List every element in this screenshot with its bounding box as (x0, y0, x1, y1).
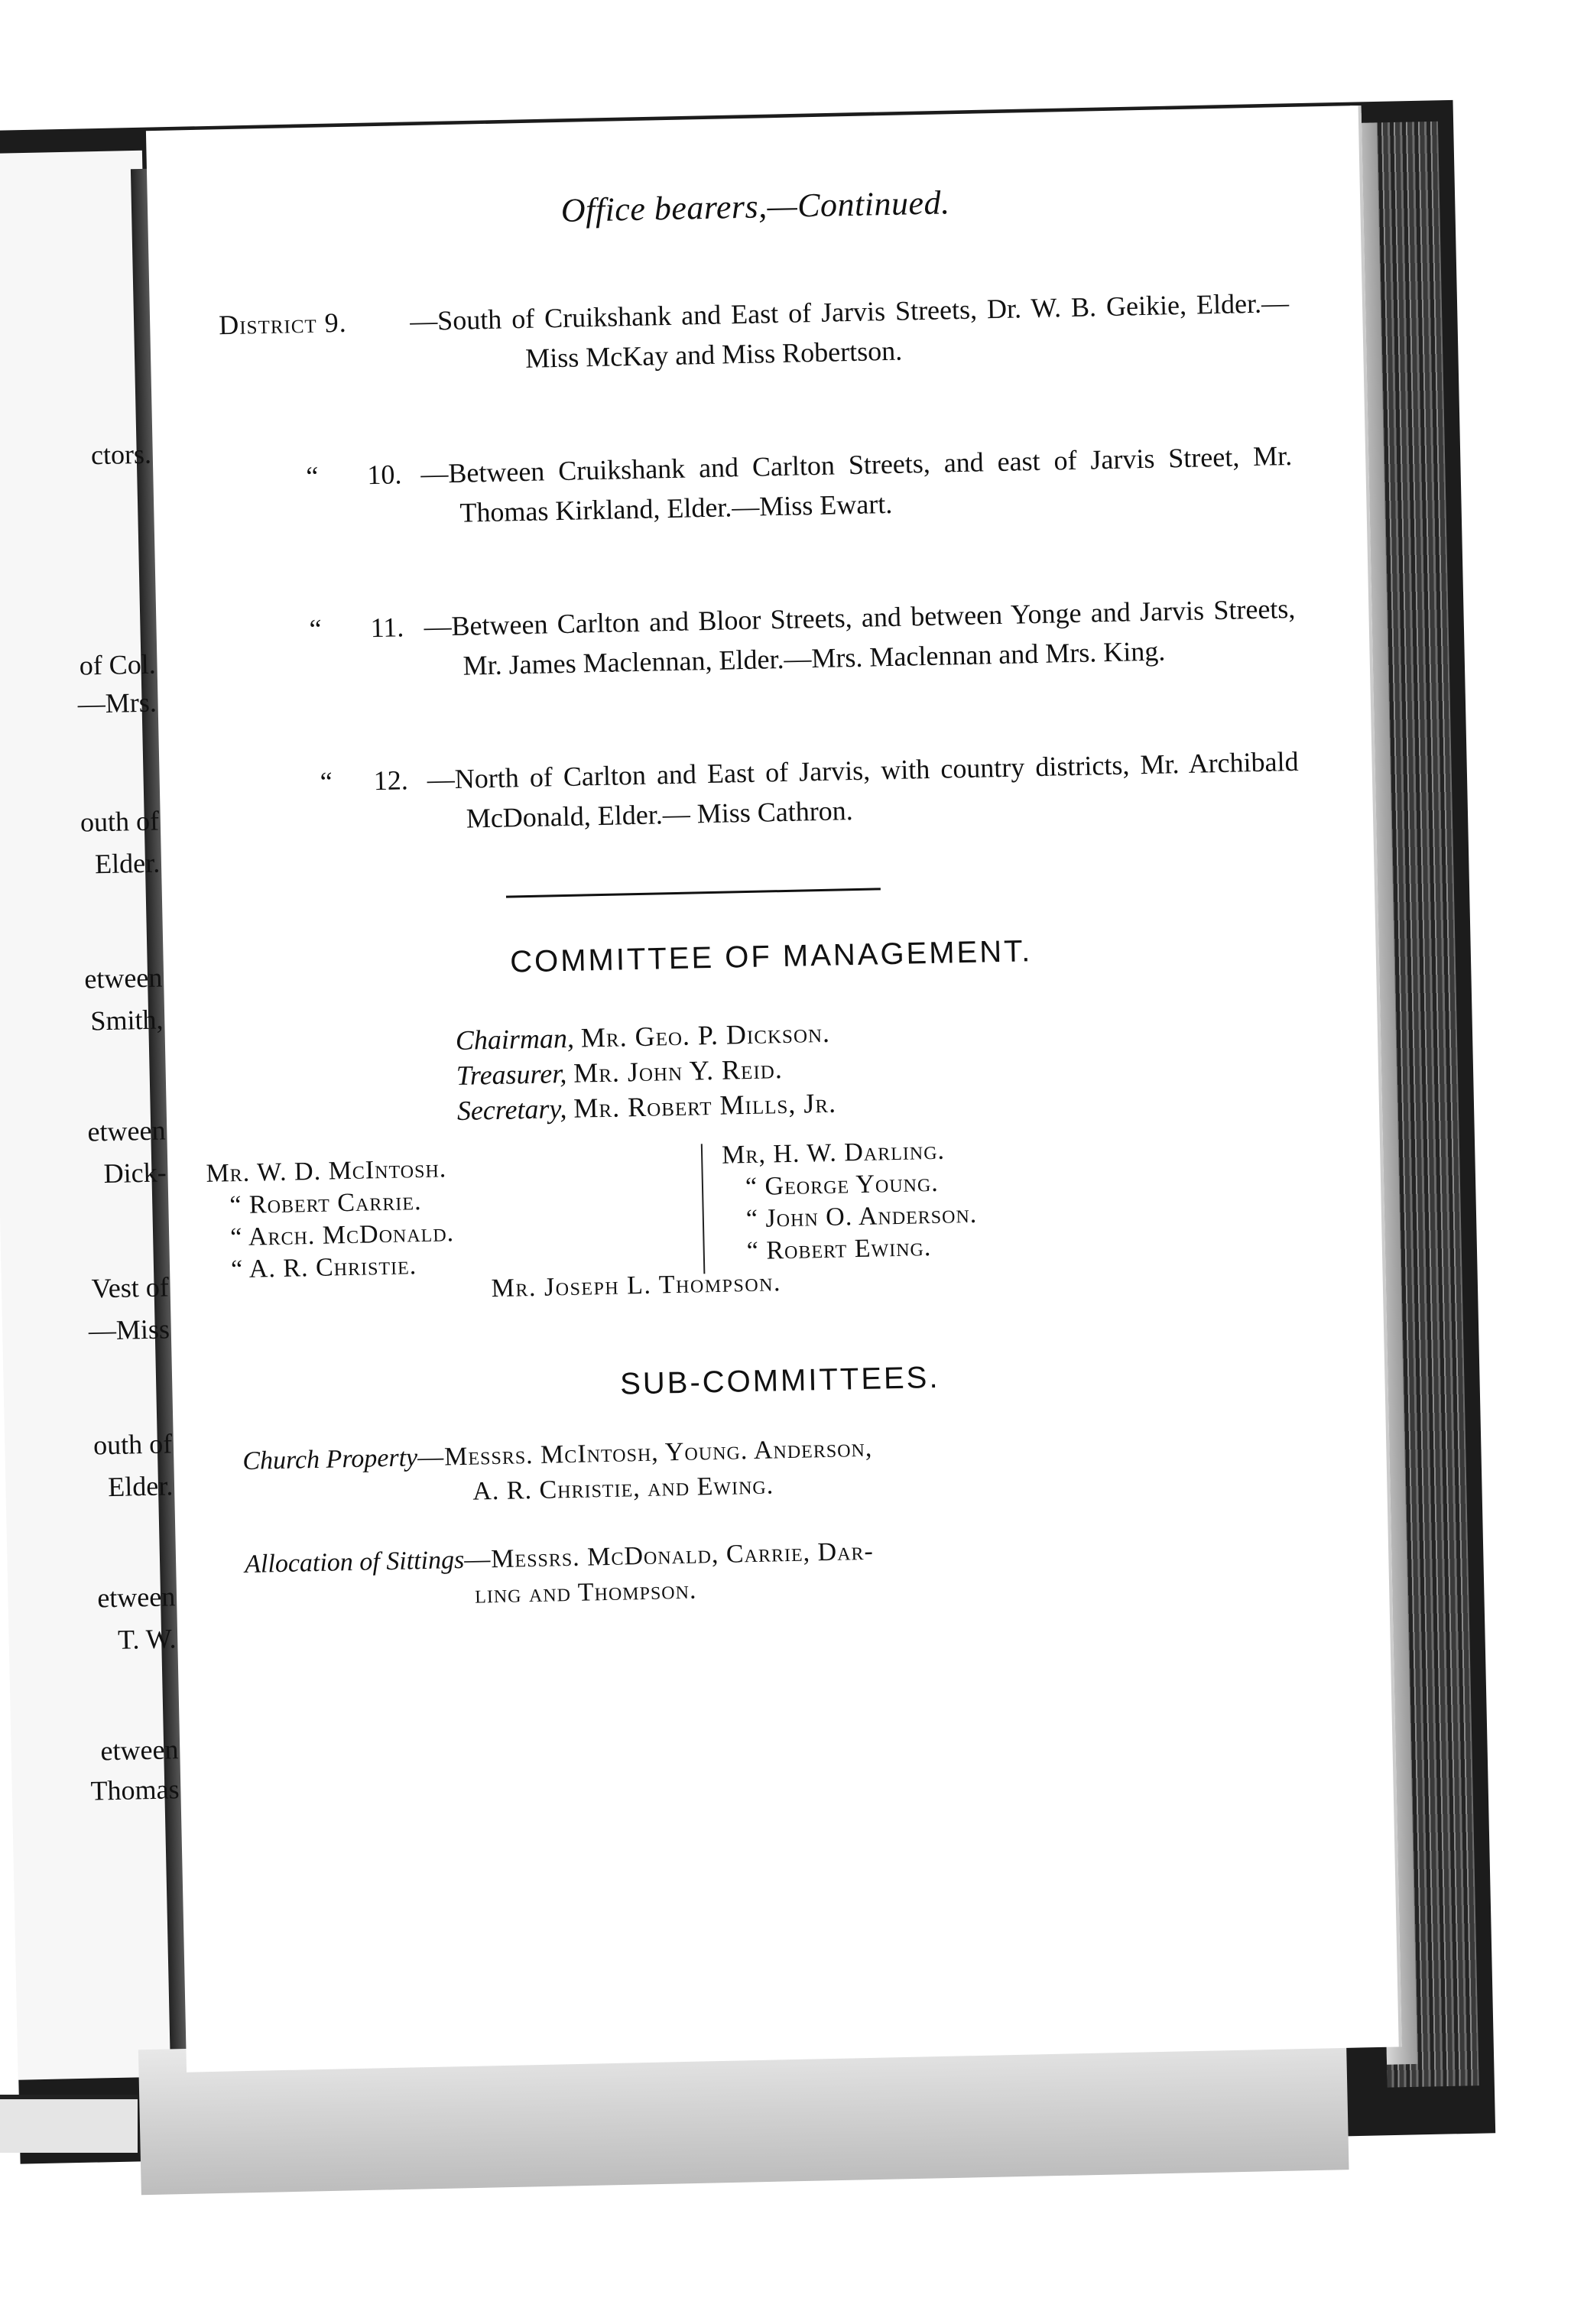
left-fragment: outh of (80, 805, 160, 838)
district-number: 11. (370, 612, 404, 644)
subcommittee-entry (245, 1527, 1240, 1618)
subcommittee-label: Church Property (242, 1443, 418, 1475)
officer-role: Secretary, (456, 1093, 567, 1127)
member-name: Mr, H. W. Darling. (721, 1136, 946, 1170)
committee-title: COMMITTEE OF MANAGEMENT. (509, 934, 1033, 979)
member-name: Mr. W. D. McIntosh. (206, 1154, 447, 1188)
member-name: “ John O. Anderson. (745, 1199, 978, 1234)
left-fragment: etween (83, 962, 163, 995)
members-left-column (206, 1153, 455, 1287)
left-fragment: Dick- (103, 1157, 167, 1190)
district-label: District 9. (218, 307, 348, 341)
district-text: —North of Carlton and East of Jarvis, with country districts, Mr. Archibald McDonald, Elder.— Miss Cathron. (427, 745, 1299, 834)
district-entry (219, 283, 1291, 427)
right-page (146, 105, 1402, 2072)
ditto-mark: “ (309, 613, 322, 644)
left-fragment: Elder. (94, 847, 161, 880)
officer-name: Mr. Robert Mills, Jr. (573, 1087, 837, 1124)
district-text: —Between Cruikshank and Carlton Streets, and east of Jarvis Street, Mr. Thomas Kirkland, Elder.—Miss Ewart. (420, 440, 1293, 528)
district-number: 12. (373, 764, 409, 797)
officer-role: Treasurer, (456, 1057, 567, 1092)
officer-name: Mr. Geo. P. Dickson. (580, 1017, 831, 1053)
district-entry (228, 742, 1300, 886)
left-fragment: Vest of (91, 1271, 170, 1304)
district-number: 10. (366, 459, 402, 491)
left-fragment: etween (100, 1734, 179, 1767)
left-fragment: outh of (93, 1428, 173, 1461)
member-name: “ Robert Carrie. (229, 1187, 422, 1220)
left-fragment: of Col. (79, 648, 157, 681)
district-text: —South of Cruikshank and East of Jarvis Streets, Dr. W. B. Geikie, Elder.—Miss McKay and Miss Robertson. (409, 287, 1290, 374)
ditto-mark: “ (305, 460, 319, 492)
subcommittee-members-cont: ling and Thompson. (474, 1576, 697, 1609)
left-fragment: ctors. (90, 438, 152, 471)
subcommittee-entry (242, 1423, 1238, 1514)
left-fragment: Smith, (90, 1004, 164, 1037)
member-name: “ George Young. (745, 1168, 940, 1202)
committee-officers (455, 1015, 836, 1128)
left-fragment: —Mrs. (77, 686, 157, 719)
member-name: “ Robert Ewing. (746, 1233, 932, 1266)
subcommittee-label: Allocation of Sittings (244, 1545, 465, 1579)
district-text: —Between Carlton and Bloor Streets, and between Yonge and Jarvis Streets, Mr. James Maclennan, Elder.—Mrs. Maclennan and Mrs. King. (424, 592, 1296, 681)
page-heading: Office bearers,—Continued. (560, 183, 950, 229)
subcommittees-title: SUB-COMMITTEES. (619, 1360, 940, 1401)
member-name: Mr. Joseph L. Thompson. (491, 1268, 782, 1303)
left-fragment: Elder. (107, 1470, 174, 1503)
district-entry (222, 436, 1294, 580)
column-divider (701, 1144, 706, 1274)
left-fragment: etween (87, 1115, 166, 1147)
member-name: “ A. R. Christie. (230, 1251, 417, 1284)
left-fragment: Thomas (90, 1774, 180, 1806)
subcommittee-members: —Messrs. McDonald, Carrie, Dar- (463, 1537, 875, 1574)
member-name: “ Arch. McDonald. (229, 1219, 455, 1252)
members-right-column (722, 1134, 979, 1268)
subcommittee-members: —Messrs. McIntosh, Young. Anderson, (417, 1433, 873, 1472)
officer-name: Mr. John Y. Reid. (573, 1053, 784, 1089)
ditto-mark: “ (320, 766, 333, 797)
officer-row (456, 1086, 836, 1128)
district-entry (225, 589, 1297, 733)
left-fragment: —Miss (88, 1313, 170, 1346)
left-fragment: etween (96, 1581, 176, 1614)
officer-role: Chairman, (455, 1022, 575, 1057)
left-fragment: T. W. (117, 1623, 177, 1655)
section-divider (506, 888, 881, 897)
subcommittee-members-cont: A. R. Christie, and Ewing. (472, 1471, 774, 1506)
